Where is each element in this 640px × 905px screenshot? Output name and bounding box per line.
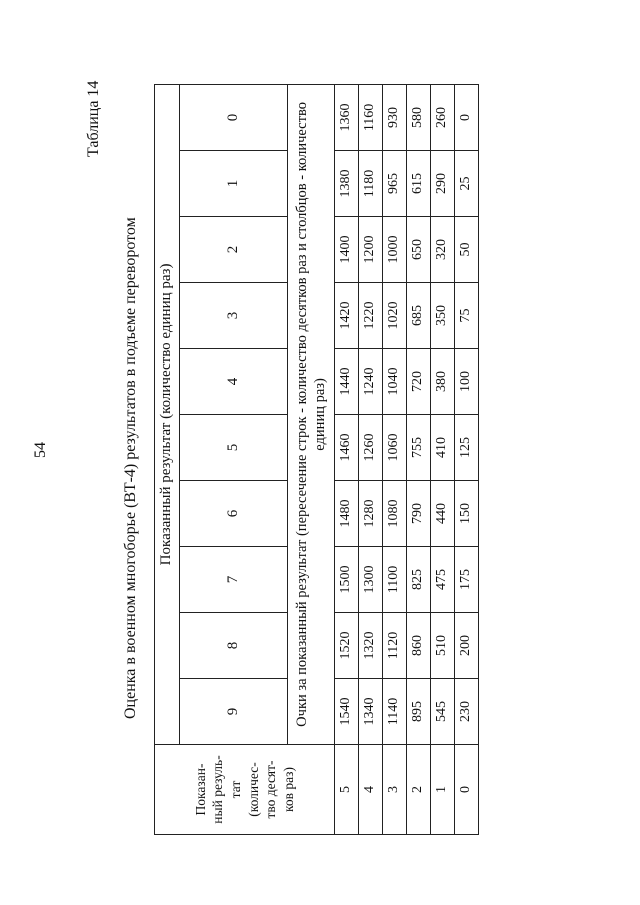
unit-column-header: 5 <box>180 415 288 481</box>
score-cell: 230 <box>455 679 479 745</box>
score-cell: 1460 <box>335 415 359 481</box>
page-number: 54 <box>32 442 49 458</box>
unit-column-header: 2 <box>180 217 288 283</box>
table-label: Таблица 14 <box>85 80 102 157</box>
score-cell: 1100 <box>383 547 407 613</box>
units-header: Показанный результат (количество единиц раз) <box>155 84 180 744</box>
score-cell: 1140 <box>383 679 407 745</box>
unit-column-header: 3 <box>180 283 288 349</box>
score-cell: 1260 <box>359 415 383 481</box>
score-cell: 1320 <box>359 613 383 679</box>
score-cell: 1180 <box>359 151 383 217</box>
score-cell: 1040 <box>383 349 407 415</box>
score-cell: 200 <box>455 613 479 679</box>
corner-header <box>155 745 335 835</box>
score-cell: 860 <box>407 613 431 679</box>
score-cell: 965 <box>383 151 407 217</box>
score-table <box>154 84 479 835</box>
score-cell: 410 <box>431 415 455 481</box>
score-cell: 1060 <box>383 415 407 481</box>
score-cell: 175 <box>455 547 479 613</box>
corner-header-line: тат <box>227 780 243 799</box>
score-cell: 50 <box>455 217 479 283</box>
unit-column-header: 9 <box>180 679 288 745</box>
units-header-row <box>155 84 180 834</box>
score-cell: 440 <box>431 481 455 547</box>
score-cell: 125 <box>455 415 479 481</box>
corner-header-line: Показан- <box>192 763 208 816</box>
score-cell: 1360 <box>335 84 359 150</box>
unit-column-header: 6 <box>180 481 288 547</box>
score-cell: 260 <box>431 84 455 150</box>
score-cell: 755 <box>407 415 431 481</box>
score-cell: 825 <box>407 547 431 613</box>
score-cell: 1200 <box>359 217 383 283</box>
tens-cell: 4 <box>359 745 383 835</box>
corner-header-line: ный резуль- <box>210 755 226 824</box>
score-cell: 790 <box>407 481 431 547</box>
table-row <box>455 84 479 834</box>
score-cell: 350 <box>431 283 455 349</box>
scores-header-row <box>288 84 335 834</box>
corner-header-line: тво десят- <box>263 760 279 819</box>
unit-column-header: 7 <box>180 547 288 613</box>
score-cell: 1520 <box>335 613 359 679</box>
table-row <box>359 84 383 834</box>
score-cell: 1240 <box>359 349 383 415</box>
score-cell: 615 <box>407 151 431 217</box>
unit-column-header: 0 <box>180 84 288 150</box>
score-cell: 1080 <box>383 481 407 547</box>
unit-column-header: 1 <box>180 151 288 217</box>
score-cell: 1540 <box>335 679 359 745</box>
tens-cell: 1 <box>431 745 455 835</box>
score-cell: 1420 <box>335 283 359 349</box>
score-cell: 930 <box>383 84 407 150</box>
score-cell: 685 <box>407 283 431 349</box>
score-cell: 150 <box>455 481 479 547</box>
score-cell: 1020 <box>383 283 407 349</box>
table-row <box>383 84 407 834</box>
tens-cell: 2 <box>407 745 431 835</box>
score-cell: 1440 <box>335 349 359 415</box>
score-cell: 545 <box>431 679 455 745</box>
score-cell: 1300 <box>359 547 383 613</box>
table-title: Оценка в военном многоборье (ВТ-4) результатов в подъеме переворотом <box>122 217 139 719</box>
score-cell: 650 <box>407 217 431 283</box>
score-cell: 1000 <box>383 217 407 283</box>
score-cell: 580 <box>407 84 431 150</box>
score-cell: 320 <box>431 217 455 283</box>
score-cell: 1120 <box>383 613 407 679</box>
score-cell: 1500 <box>335 547 359 613</box>
score-cell: 0 <box>455 84 479 150</box>
score-cell: 895 <box>407 679 431 745</box>
score-cell: 380 <box>431 349 455 415</box>
score-cell: 1400 <box>335 217 359 283</box>
score-cell: 475 <box>431 547 455 613</box>
table-row <box>407 84 431 834</box>
score-cell: 100 <box>455 349 479 415</box>
table-row <box>335 84 359 834</box>
tens-cell: 5 <box>335 745 359 835</box>
score-cell: 1220 <box>359 283 383 349</box>
score-cell: 720 <box>407 349 431 415</box>
score-cell: 290 <box>431 151 455 217</box>
score-cell: 75 <box>455 283 479 349</box>
unit-columns-row <box>180 84 288 834</box>
corner-header-line: ков раз) <box>280 767 296 812</box>
score-cell: 1480 <box>335 481 359 547</box>
score-cell: 510 <box>431 613 455 679</box>
score-cell: 1280 <box>359 481 383 547</box>
score-cell: 1340 <box>359 679 383 745</box>
score-cell: 1160 <box>359 84 383 150</box>
score-cell: 25 <box>455 151 479 217</box>
tens-cell: 3 <box>383 745 407 835</box>
table-row <box>431 84 455 834</box>
unit-column-header: 4 <box>180 349 288 415</box>
score-cell: 1380 <box>335 151 359 217</box>
corner-header-line: (количес- <box>245 762 261 817</box>
unit-column-header: 8 <box>180 613 288 679</box>
tens-cell: 0 <box>455 745 479 835</box>
scores-header: Очки за показанный результат (пересечение строк - количество десятков раз и столбцов - количество единиц раз) <box>288 84 335 744</box>
